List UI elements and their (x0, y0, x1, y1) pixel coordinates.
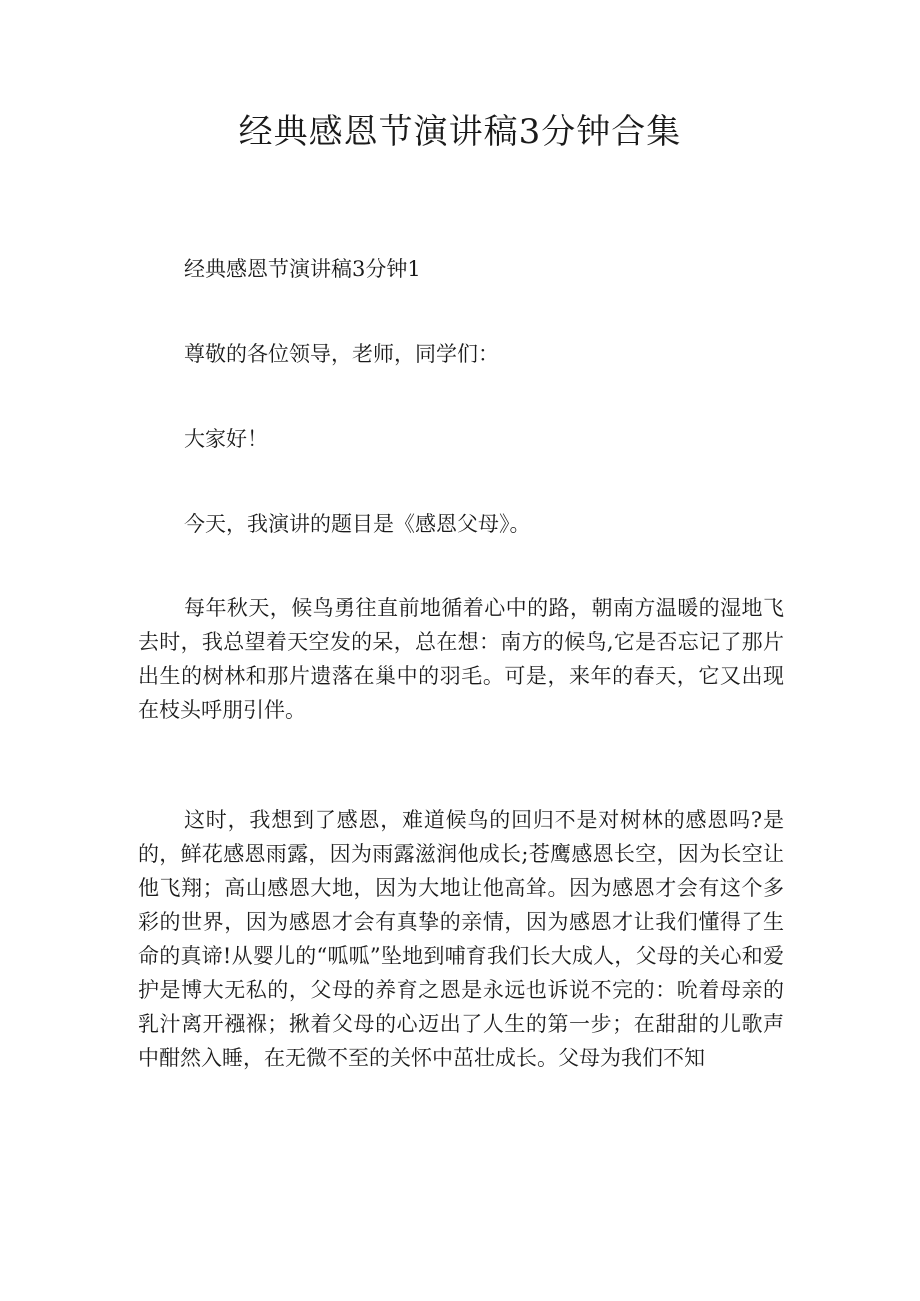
speech-topic: 今天，我演讲的题目是《感恩父母》。 (184, 512, 531, 536)
greeting: 大家好！ (184, 427, 268, 451)
body-paragraph-1: 每年秋天，候鸟勇往直前地循着心中的路，朝南方温暖的湿地飞去时，我总望着天空发的呆，总在想：南方的候鸟,它是否忘记了那片出生的树林和那片遗落在巢中的羽毛。可是，来年的春天，它又出现在枝头呼朋引伴。 (138, 596, 784, 722)
section-heading: 经典感恩节演讲稿3分钟1 (184, 257, 421, 281)
body-paragraph-2: 这时，我想到了感恩，难道候鸟的回归不是对树林的感恩吗?是的，鲜花感恩雨露，因为雨露滋润他成长;苍鹰感恩长空，因为长空让他飞翔；高山感恩大地，因为大地让他高耸。因为感恩才会有这个多彩的世界，因为感恩才会有真挚的亲情，因为感恩才让我们懂得了生命的真谛!从婴儿的“呱呱”坠地到哺育我们长大成人，父母的关心和爱护是博大无私的，父母的养育之恩是永远也诉说不完的：吮着母亲的乳汁离开襁褓；揪着父母的心迈出了人生的第一步；在甜甜的儿歌声中酣然入睡，在无微不至的关怀中茁壮成长。父母为我们不知 (138, 808, 784, 1070)
salutation: 尊敬的各位领导，老师，同学们： (184, 342, 499, 366)
document-title: 经典感恩节演讲稿3分钟合集 (238, 112, 682, 152)
